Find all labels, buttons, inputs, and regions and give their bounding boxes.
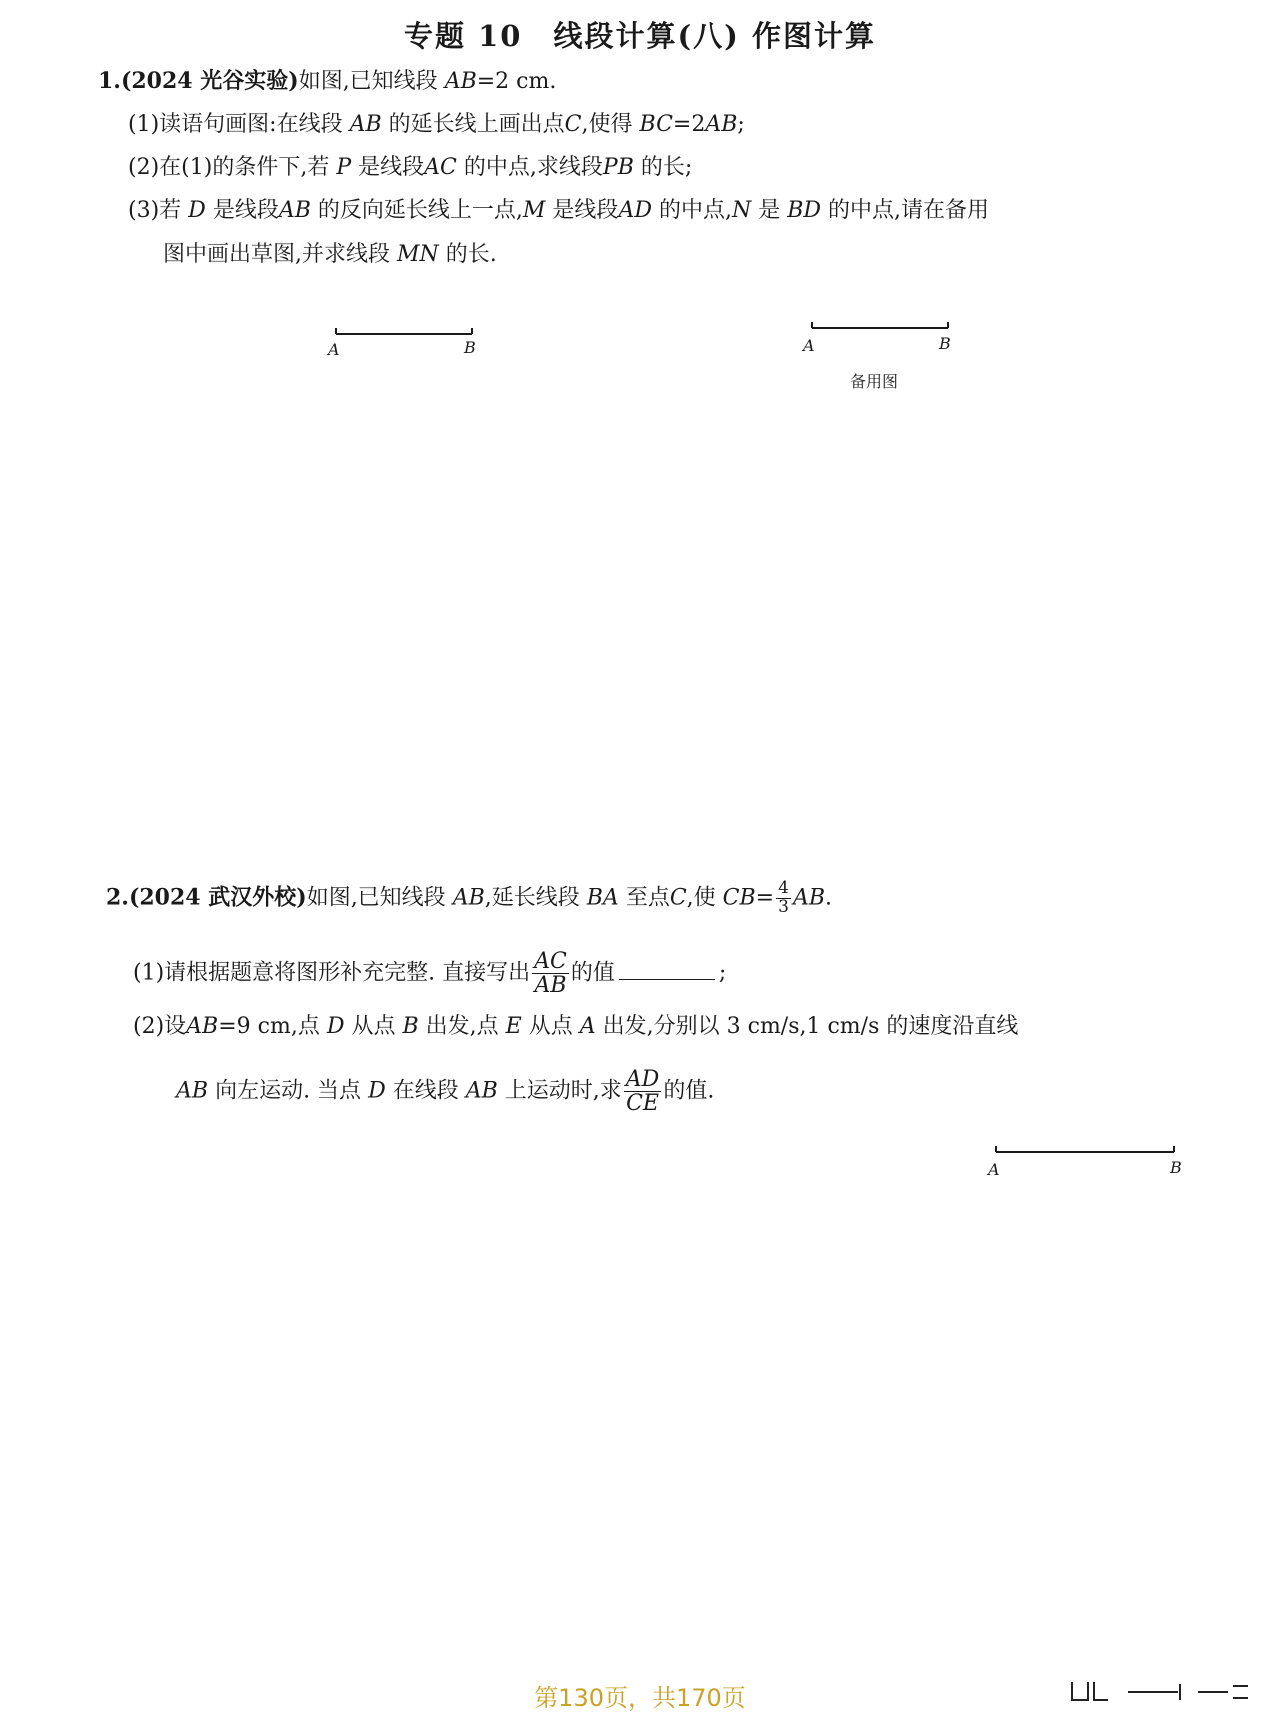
answer-blank[interactable] [619,978,715,980]
q2-var: C [669,885,687,911]
fraction-denominator: AB [534,973,567,999]
q1-p3-text: 是线段 [212,198,279,223]
fraction-4-3 [776,880,791,917]
q1-p2-text: (2)在(1)的条件下,若 [128,155,330,180]
q2-p1-text: (1)请根据题意将图形补充完整. 直接写出 [133,960,531,986]
fraction-numerator: 4 [778,878,789,898]
q1-p3-var: D [188,198,206,223]
q2-p2-text: 在线段 [392,1078,459,1104]
q1-figure-main [330,322,480,346]
point-b-label: B [1170,1158,1182,1177]
fraction-numerator: AC [534,949,567,974]
q1-p2-text: 的中点,求线段 [463,155,603,180]
q2-part1 [133,950,726,997]
q2-p2-text: 的值. [663,1078,715,1104]
q2-stem-text: ,使 [686,885,716,911]
fraction-denominator: CE [626,1091,659,1117]
q1-p1-var: C [564,112,582,137]
q1-p1-var: AB [349,112,382,137]
point-b-label: B [939,334,951,353]
q1-part2 [128,155,692,181]
q2-p2-text: =9 cm,点 [218,1014,320,1039]
point-a-label: A [988,1160,1000,1179]
q2-stem-text: = [755,885,775,911]
q1-p3-text: 是线段 [552,198,619,223]
fraction-ad-ce [624,1068,662,1115]
q2-p2-text: 从点 [528,1014,573,1039]
q2-p2-text: 上运动时,求 [504,1078,622,1104]
q1-p2-var: PB [602,155,634,180]
q2-p2-var: AB [186,1014,219,1039]
q1-var: AB [444,69,477,94]
q2-stem-text: 如图,已知线段 [306,885,446,911]
q1-part3-line1 [128,198,989,224]
q1-p2-var: AC [424,155,457,180]
q1-p3-var: BD [787,198,822,223]
q1-p3-var: M [522,198,546,223]
q2-stem-text: ,延长线段 [484,885,580,911]
q2-var: AB [452,885,485,911]
page-title: 专题 10 线段计算(八) 作图计算 [404,19,876,53]
q2-figure [990,1140,1180,1164]
q2-p2-text: (2)设 [133,1014,187,1039]
toolbar-glyphs-icon[interactable] [1068,1680,1268,1706]
segment-ab [990,1140,1180,1160]
segment-ab [806,316,956,336]
q2-source: (2024 武汉外校) [128,884,307,911]
point-b-label: B [464,338,476,357]
point-a-label: A [803,336,815,355]
viewer-controls [1068,1680,1268,1710]
q1-p2-text: 的长; [640,155,693,180]
segment-ab [330,322,480,342]
q2-p2-var: E [505,1014,522,1039]
q1-p3-text: 是 [758,198,781,223]
q1-p1-text: ,使得 [581,112,633,137]
q1-p3-text: 的中点,请在备用 [828,198,990,223]
q1-stem-text: 如图,已知线段 [298,69,438,94]
q2-stem-text: 至点 [625,885,670,911]
q2-p2-var: A [579,1014,596,1039]
q1-p1-var: BC [639,112,673,137]
q2-stem [106,880,832,917]
fraction-numerator: AD [625,1067,660,1092]
spare-figure-caption: 备用图 [850,372,899,391]
q2-p2-var: B [402,1014,419,1039]
page-indicator: 第130页，共170页 [534,1684,746,1712]
q1-number: 1. [98,68,121,94]
q2-p2-text: 向左运动. 当点 [215,1078,362,1104]
q1-p3-text: 的反向延长线上一点, [317,198,523,223]
q2-number: 2. [106,884,129,911]
q1-p2-text: 是线段 [358,155,425,180]
q2-p2-text: 从点 [351,1014,396,1039]
q2-p2-var: D [368,1078,386,1104]
q1-p1-text: ; [737,112,745,137]
q1-p3-var: AB [278,198,311,223]
point-a-label: A [328,340,340,359]
q2-p1-text: ; [718,960,727,986]
q2-p2-var: D [326,1014,345,1039]
q1-p1-var: AB [705,112,738,137]
q1-stem [98,68,556,95]
fraction-denominator: 3 [778,896,789,917]
q1-p3-var: MN [397,242,439,267]
q2-part2-line1 [133,1014,1018,1040]
fraction-ac-ab [532,950,569,997]
q2-stem-text: . [825,885,832,911]
q1-part1 [128,112,745,138]
q1-p1-text: =2 [672,112,706,137]
q1-p3-text: 的中点, [658,198,732,223]
q2-var: CB [722,885,756,911]
q2-p2-text: 出发,点 [425,1014,499,1039]
q2-p2-var: AB [176,1078,209,1104]
q2-p2-text: 出发,分别以 3 cm/s,1 cm/s 的速度沿直线 [602,1014,1019,1039]
q2-part2-line2 [176,1068,714,1115]
q1-p1-text: (1)读语句画图:在线段 [128,112,343,137]
q1-p3-text: 的长. [445,242,497,267]
q1-p3-var: N [731,198,752,223]
q2-p2-var: AB [465,1078,498,1104]
q1-p3-text: 图中画出草图,并求线段 [163,242,390,267]
q1-p3-var: AD [618,198,652,223]
q1-source: (2024 光谷实验) [120,68,299,94]
q1-figure-spare [806,316,956,340]
q1-p2-var: P [336,155,352,180]
q1-part3-line2 [163,242,497,268]
q1-p1-text: 的延长线上画出点 [388,112,565,137]
q1-p3-text: (3)若 [128,198,182,223]
q2-p1-text: 的值 [570,960,615,986]
q2-var: AB [792,885,825,911]
q2-var: BA [586,885,619,911]
q1-stem-text: =2 cm. [476,69,557,94]
